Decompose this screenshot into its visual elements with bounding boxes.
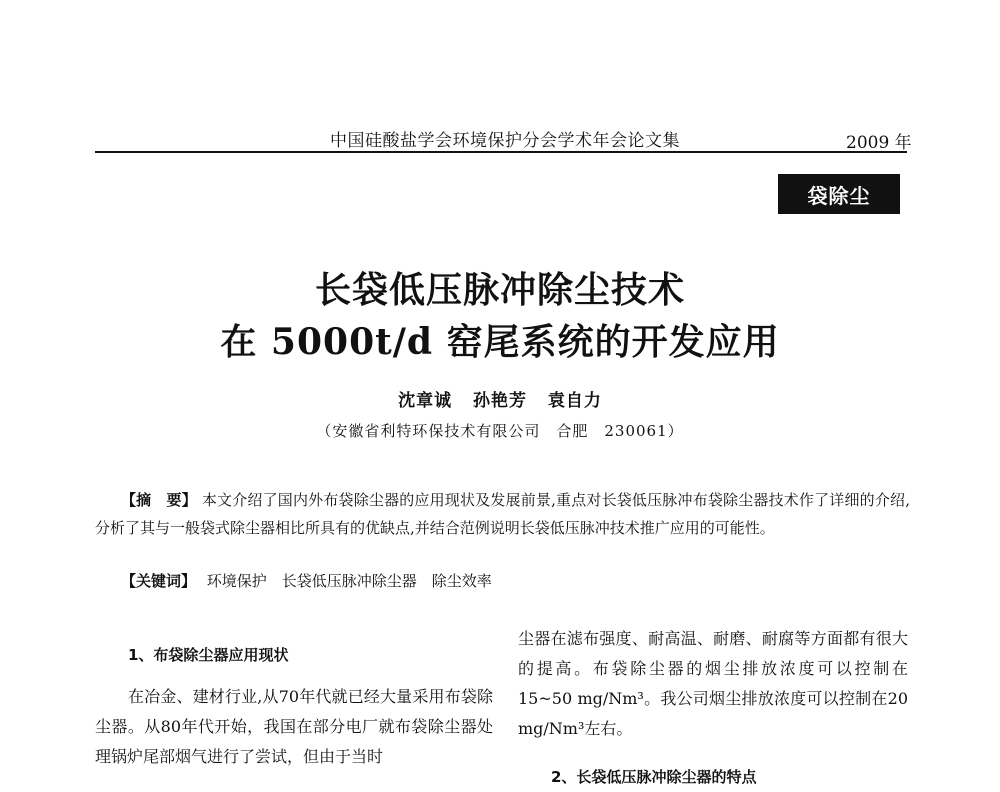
- abstract: [95, 486, 910, 542]
- abstract-label: 【摘 要】: [121, 491, 197, 509]
- paper-title-line1: 长袋低压脉冲除尘技术: [314, 269, 685, 311]
- section-1-heading: 1、布袋除尘器应用现状: [128, 646, 289, 664]
- keywords: [121, 570, 492, 591]
- running-year: 2009 年: [846, 133, 912, 153]
- paper-title-line2: 在 5000t/d 窑尾系统的开发应用: [220, 321, 780, 363]
- section-tag: 袋除尘: [778, 174, 900, 214]
- keywords-text: 环境保护 长袋低压脉冲除尘器 除尘效率: [206, 572, 492, 590]
- left-paragraph: 在冶金、建材行业,从70年代就已经大量采用布袋除尘器。从80年代开始，我国在部分电厂就布袋除尘器处理锅炉尾部烟气进行了尝试，但由于当时: [95, 687, 493, 766]
- affiliation: （安徽省利特环保技术有限公司 合肥 230061）: [316, 422, 684, 440]
- section-2-heading: 2、长袋低压脉冲除尘器的特点: [551, 768, 757, 786]
- header-rule: [95, 151, 907, 153]
- right-paragraph: 尘器在滤布强度、耐高温、耐磨、耐腐等方面都有很大的提高。布袋除尘器的烟尘排放浓度可以控制在15~50 mg/Nm³。我公司烟尘排放浓度可以控制在20 mg/Nm³左右。: [518, 629, 908, 738]
- keywords-label: 【关键词】: [121, 572, 197, 590]
- abstract-text: 本文介绍了国内外布袋除尘器的应用现状及发展前景,重点对长袋低压脉冲布袋除尘器技术作了详细的介绍,分析了其与一般袋式除尘器相比所具有的优缺点,并结合范例说明长袋低压脉冲技术推广应用的可能性。: [95, 491, 910, 537]
- left-column: [95, 640, 493, 772]
- right-column: [518, 624, 908, 792]
- running-title: 中国硅酸盐学会环境保护分会学术年会论文集: [330, 131, 680, 151]
- authors: 沈章诚 孙艳芳 袁自力: [398, 391, 602, 411]
